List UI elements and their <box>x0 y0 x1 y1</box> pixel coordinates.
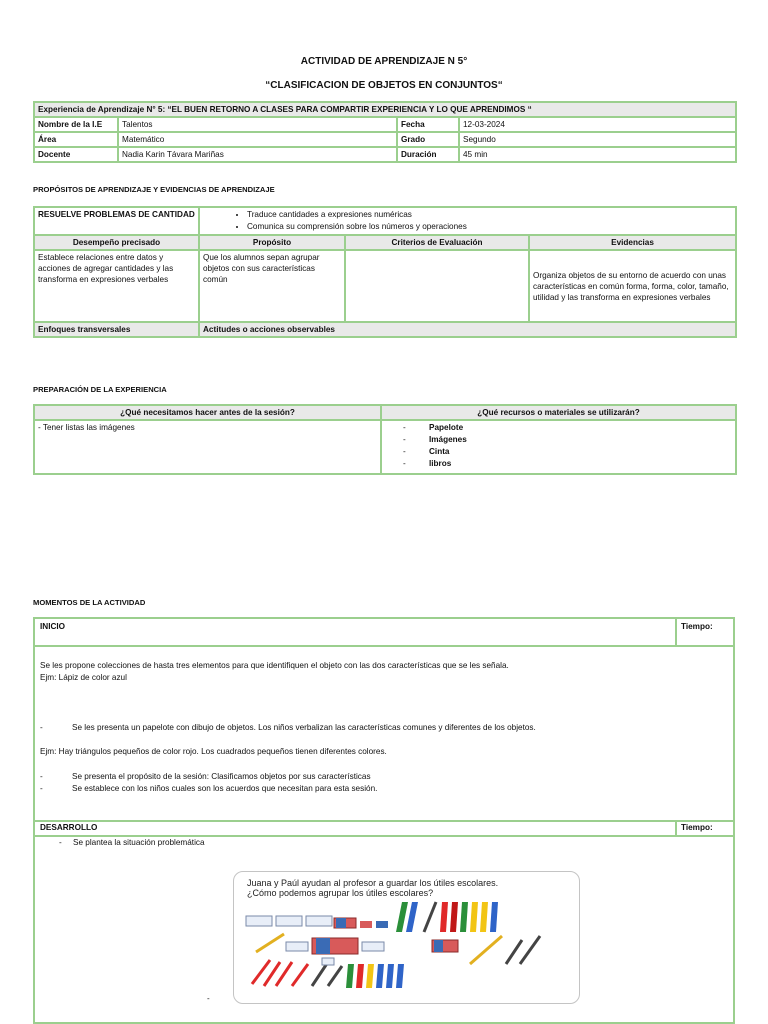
info-value: Talentos <box>118 117 397 132</box>
inicio-step: - Se les presenta un papelote con dibujo de objetos. Los niños verbalizan las características comunes y diferentes de los objetos. <box>40 723 536 732</box>
pencil-icon <box>396 902 498 932</box>
propositos-heading: PROPÓSITOS DE APRENDIZAJE Y EVIDENCIAS DE APRENDIZAJE <box>33 185 275 194</box>
document-subtitle: “CLASIFICACION DE OBJETOS EN CONJUNTOS“ <box>265 80 503 91</box>
inicio-example: Ejm: Hay triángulos pequeños de color rojo. Los cuadrados pequeños tienen diferentes colores. <box>40 747 387 756</box>
step-text: Se establece con los niños cuales son los acuerdos que necesitan para esta sesión. <box>72 784 378 793</box>
info-label: Fecha <box>397 117 459 132</box>
info-label: Duración <box>397 147 459 162</box>
info-value: 45 min <box>459 147 736 162</box>
momentos-heading: MOMENTOS DE LA ACTIVIDAD <box>33 598 146 607</box>
competencia-cell: RESUELVE PROBLEMAS DE CANTIDAD <box>34 207 199 235</box>
desarrollo-step: - Se plantea la situación problemática <box>59 838 205 847</box>
info-label: Nombre de la I.E <box>34 117 118 132</box>
material-item: - Papelote <box>387 422 732 434</box>
inicio-label: INICIO <box>40 622 66 631</box>
step-text: Se les presenta un papelote con dibujo de objetos. Los niños verbalizan las características comunes y diferentes de los objetos. <box>72 723 536 732</box>
document-title: ACTIVIDAD DE APRENDIZAJE N 5° <box>300 56 468 67</box>
eraser-icon <box>246 916 388 928</box>
eraser-icon <box>286 938 458 954</box>
capacidades-cell <box>199 207 736 235</box>
inicio-example: Ejm: Lápiz de color azul <box>40 673 127 682</box>
materiales-cell <box>381 420 736 474</box>
header-recursos: ¿Qué recursos o materiales se utilizarán? <box>381 405 736 420</box>
header-criterios: Criterios de Evaluación <box>345 235 529 250</box>
info-table <box>33 101 737 163</box>
evidencias-cell: Organiza objetos de su entorno de acuerdo con unas características en común forma, forma, color, tamaño, utilidad y las transforma en expresiones verbales <box>529 250 736 322</box>
enfoques-cell: Enfoques transversales <box>34 322 199 337</box>
tiempo-label: Tiempo: <box>675 619 733 645</box>
school-supplies-illustration <box>233 871 580 1004</box>
illustration-text: Juana y Paúl ayudan al profesor a guardar los útiles escolares. <box>247 878 499 888</box>
tiempo-label: Tiempo: <box>675 822 733 835</box>
step-text: Se plantea la situación problemática <box>73 838 205 847</box>
inicio-step: - Se presenta el propósito de la sesión: Clasificamos objetos por sus características <box>40 772 371 781</box>
header-proposito: Propósito <box>199 235 345 250</box>
preparacion-table <box>33 404 737 475</box>
illustration-text: ¿Cómo podemos agrupar los útiles escolares? <box>247 888 434 898</box>
antes-cell: - Tener listas las imágenes <box>34 420 381 474</box>
desarrollo-row <box>35 820 733 837</box>
header-desempeno: Desempeño precisado <box>34 235 199 250</box>
supplies-drawing <box>234 872 579 1003</box>
inicio-row <box>35 619 733 647</box>
eraser-icon <box>322 958 334 965</box>
info-value: 12-03-2024 <box>459 117 736 132</box>
material-item: - libros <box>387 458 732 470</box>
info-row <box>34 132 736 147</box>
info-row <box>34 117 736 132</box>
proposito-cell: Que los alumnos sepan agrupar objetos con sus características común <box>199 250 345 322</box>
desempeno-cell: Establece relaciones entre datos y acciones de agregar cantidades y las transforma en expresiones verbales <box>34 250 199 322</box>
inicio-paragraph: Se les propone colecciones de hasta tres elementos para que identifiquen el objeto con las dos características que se les señala. <box>40 661 509 670</box>
step-text: Se presenta el propósito de la sesión: Clasificamos objetos por sus características <box>72 772 371 781</box>
capacidad-item: • Comunica su comprensión sobre los números y operaciones <box>247 221 732 233</box>
info-row <box>34 147 736 162</box>
actitudes-cell: Actitudes o acciones observables <box>199 322 736 337</box>
info-value: Nadia Karin Távara Mariñas <box>118 147 397 162</box>
info-value: Segundo <box>459 132 736 147</box>
header-evidencias: Evidencias <box>529 235 736 250</box>
header-antes: ¿Qué necesitamos hacer antes de la sesión? <box>34 405 381 420</box>
info-label: Grado <box>397 132 459 147</box>
info-label: Docente <box>34 147 118 162</box>
info-label: Área <box>34 132 118 147</box>
inicio-step: - Se establece con los niños cuales son los acuerdos que necesitan para esta sesión. <box>40 784 378 793</box>
experiencia-cell: Experiencia de Aprendizaje N° 5: “EL BUEN RETORNO A CLASES PARA COMPARTIR EXPERIENCIA Y LO QUE APRENDIMOS “ <box>34 102 736 117</box>
material-item: - Cinta <box>387 446 732 458</box>
material-item: - Imágenes <box>387 434 732 446</box>
desarrollo-label: DESARROLLO <box>40 823 98 832</box>
stray-dash: - <box>207 994 210 1003</box>
capacidad-item: • Traduce cantidades a expresiones numéricas <box>247 209 732 221</box>
propositos-table <box>33 206 737 338</box>
preparacion-heading: PREPARACIÓN DE LA EXPERIENCIA <box>33 385 167 394</box>
criterios-cell <box>345 250 529 322</box>
info-value: Matemático <box>118 132 397 147</box>
